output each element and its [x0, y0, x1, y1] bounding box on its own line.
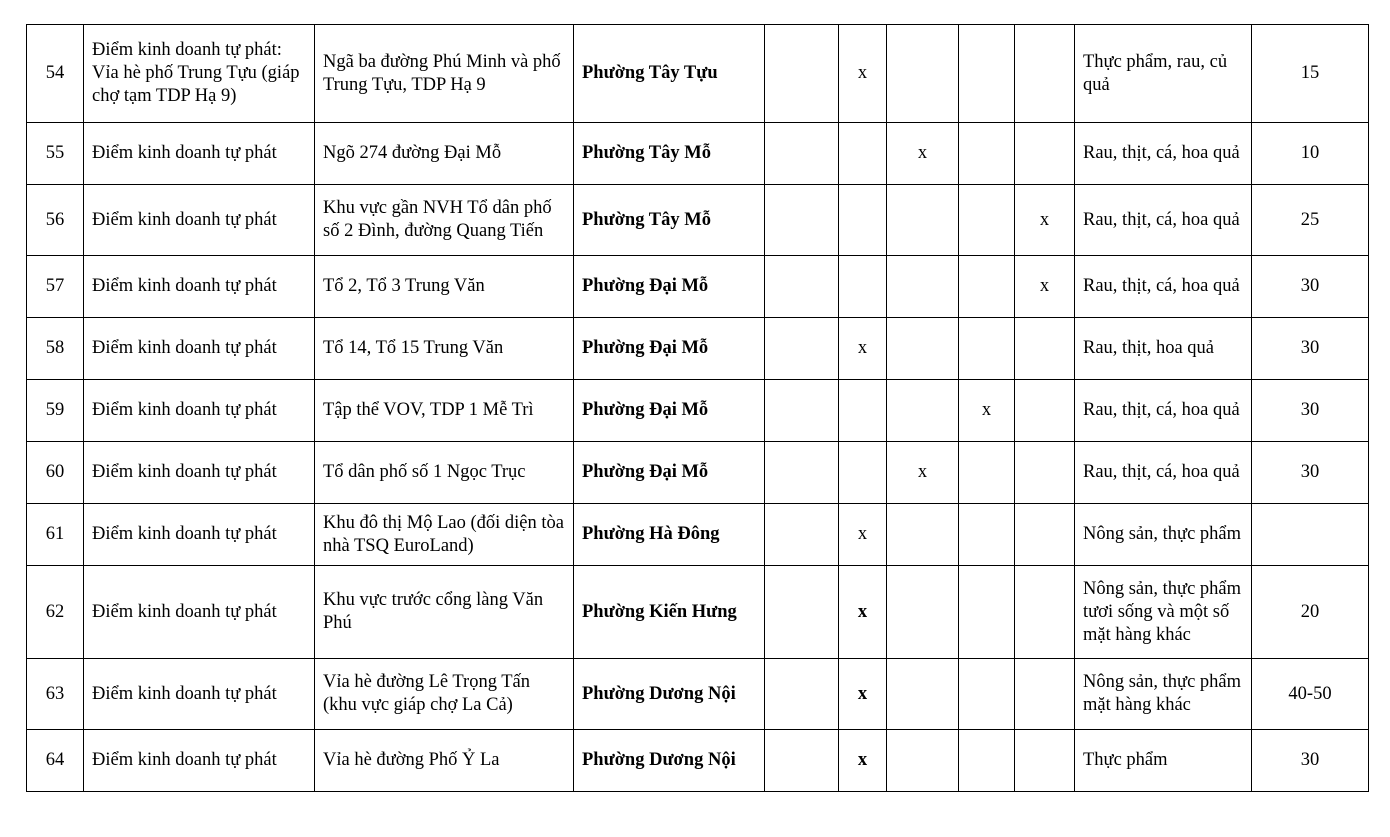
mark-cell-3 — [887, 380, 959, 442]
mark-cell-1 — [765, 659, 839, 730]
location-cell: Ngã ba đường Phú Minh và phố Trung Tựu, TDP Hạ 9 — [315, 25, 574, 123]
mark-cell-1 — [765, 730, 839, 792]
table-row — [27, 442, 1369, 504]
ward-cell: Phường Đại Mỗ — [574, 318, 765, 380]
mark-cell-4 — [959, 185, 1015, 256]
mark-cell-1 — [765, 504, 839, 566]
mark-cell-4 — [959, 730, 1015, 792]
mark-cell-2 — [839, 123, 887, 185]
ward-cell: Phường Đại Mỗ — [574, 442, 765, 504]
ward-cell: Phường Hà Đông — [574, 504, 765, 566]
mark-cell-4 — [959, 318, 1015, 380]
quantity-cell: 30 — [1252, 256, 1369, 318]
mark-cell-1 — [765, 256, 839, 318]
quantity-cell: 25 — [1252, 185, 1369, 256]
row-number-cell: 56 — [27, 185, 84, 256]
mark-cell-5 — [1015, 504, 1075, 566]
ward-cell: Phường Kiến Hưng — [574, 566, 765, 659]
mark-cell-2: x — [839, 318, 887, 380]
business-type-cell: Điểm kinh doanh tự phát — [84, 442, 315, 504]
goods-cell: Nông sản, thực phẩm — [1075, 504, 1252, 566]
table-row — [27, 123, 1369, 185]
mark-cell-1 — [765, 380, 839, 442]
mark-cell-5 — [1015, 318, 1075, 380]
mark-cell-4 — [959, 504, 1015, 566]
mark-cell-2: x — [839, 25, 887, 123]
goods-cell: Thực phẩm — [1075, 730, 1252, 792]
market-points-table — [26, 24, 1369, 792]
mark-cell-4 — [959, 566, 1015, 659]
ward-cell: Phường Dương Nội — [574, 659, 765, 730]
business-type-cell: Điểm kinh doanh tự phát: Vỉa hè phố Trung Tựu (giáp chợ tạm TDP Hạ 9) — [84, 25, 315, 123]
goods-cell: Thực phẩm, rau, củ quả — [1075, 25, 1252, 123]
business-type-cell: Điểm kinh doanh tự phát — [84, 566, 315, 659]
goods-cell: Rau, thịt, cá, hoa quả — [1075, 256, 1252, 318]
quantity-cell — [1252, 504, 1369, 566]
mark-cell-1 — [765, 442, 839, 504]
row-number-cell: 57 — [27, 256, 84, 318]
row-number-cell: 55 — [27, 123, 84, 185]
ward-cell: Phường Đại Mỗ — [574, 256, 765, 318]
table-row — [27, 659, 1369, 730]
mark-cell-4 — [959, 442, 1015, 504]
mark-cell-1 — [765, 123, 839, 185]
mark-cell-3 — [887, 504, 959, 566]
mark-cell-2: x — [839, 566, 887, 659]
location-cell: Tổ dân phố số 1 Ngọc Trục — [315, 442, 574, 504]
goods-cell: Rau, thịt, hoa quả — [1075, 318, 1252, 380]
quantity-cell: 30 — [1252, 442, 1369, 504]
business-type-cell: Điểm kinh doanh tự phát — [84, 730, 315, 792]
quantity-cell: 15 — [1252, 25, 1369, 123]
mark-cell-3 — [887, 566, 959, 659]
row-number-cell: 61 — [27, 504, 84, 566]
ward-cell: Phường Tây Mỗ — [574, 185, 765, 256]
quantity-cell: 30 — [1252, 380, 1369, 442]
mark-cell-5: x — [1015, 256, 1075, 318]
mark-cell-3: x — [887, 442, 959, 504]
business-type-cell: Điểm kinh doanh tự phát — [84, 380, 315, 442]
ward-cell: Phường Tây Tựu — [574, 25, 765, 123]
mark-cell-2: x — [839, 730, 887, 792]
row-number-cell: 54 — [27, 25, 84, 123]
mark-cell-5 — [1015, 566, 1075, 659]
mark-cell-3: x — [887, 123, 959, 185]
location-cell: Khu vực gần NVH Tổ dân phố số 2 Đình, đường Quang Tiến — [315, 185, 574, 256]
goods-cell: Nông sản, thực phẩm tươi sống và một số mặt hàng khác — [1075, 566, 1252, 659]
mark-cell-4 — [959, 123, 1015, 185]
mark-cell-4 — [959, 659, 1015, 730]
ward-cell: Phường Dương Nội — [574, 730, 765, 792]
table-row — [27, 380, 1369, 442]
mark-cell-1 — [765, 318, 839, 380]
quantity-cell: 30 — [1252, 318, 1369, 380]
mark-cell-2 — [839, 185, 887, 256]
mark-cell-3 — [887, 659, 959, 730]
location-cell: Tổ 14, Tổ 15 Trung Văn — [315, 318, 574, 380]
mark-cell-3 — [887, 185, 959, 256]
location-cell: Ngõ 274 đường Đại Mỗ — [315, 123, 574, 185]
mark-cell-5: x — [1015, 185, 1075, 256]
mark-cell-3 — [887, 730, 959, 792]
ward-cell: Phường Đại Mỗ — [574, 380, 765, 442]
mark-cell-1 — [765, 566, 839, 659]
table-row — [27, 566, 1369, 659]
location-cell: Tổ 2, Tổ 3 Trung Văn — [315, 256, 574, 318]
goods-cell: Rau, thịt, cá, hoa quả — [1075, 442, 1252, 504]
business-type-cell: Điểm kinh doanh tự phát — [84, 504, 315, 566]
row-number-cell: 60 — [27, 442, 84, 504]
mark-cell-4 — [959, 25, 1015, 123]
mark-cell-2 — [839, 380, 887, 442]
goods-cell: Nông sản, thực phẩm mặt hàng khác — [1075, 659, 1252, 730]
mark-cell-5 — [1015, 25, 1075, 123]
business-type-cell: Điểm kinh doanh tự phát — [84, 318, 315, 380]
mark-cell-3 — [887, 25, 959, 123]
mark-cell-3 — [887, 256, 959, 318]
table-body — [27, 25, 1369, 792]
mark-cell-3 — [887, 318, 959, 380]
mark-cell-4 — [959, 256, 1015, 318]
mark-cell-5 — [1015, 380, 1075, 442]
business-type-cell: Điểm kinh doanh tự phát — [84, 123, 315, 185]
mark-cell-2: x — [839, 659, 887, 730]
mark-cell-5 — [1015, 730, 1075, 792]
mark-cell-5 — [1015, 442, 1075, 504]
table-row — [27, 318, 1369, 380]
location-cell: Vỉa hè đường Lê Trọng Tấn (khu vực giáp chợ La Cả) — [315, 659, 574, 730]
table-row — [27, 504, 1369, 566]
mark-cell-2 — [839, 442, 887, 504]
business-type-cell: Điểm kinh doanh tự phát — [84, 659, 315, 730]
location-cell: Khu vực trước cổng làng Văn Phú — [315, 566, 574, 659]
quantity-cell: 10 — [1252, 123, 1369, 185]
table-row — [27, 730, 1369, 792]
mark-cell-2 — [839, 256, 887, 318]
row-number-cell: 64 — [27, 730, 84, 792]
business-type-cell: Điểm kinh doanh tự phát — [84, 185, 315, 256]
location-cell: Khu đô thị Mộ Lao (đối diện tòa nhà TSQ EuroLand) — [315, 504, 574, 566]
row-number-cell: 58 — [27, 318, 84, 380]
goods-cell: Rau, thịt, cá, hoa quả — [1075, 380, 1252, 442]
business-type-cell: Điểm kinh doanh tự phát — [84, 256, 315, 318]
table-row — [27, 185, 1369, 256]
mark-cell-2: x — [839, 504, 887, 566]
table-row — [27, 256, 1369, 318]
quantity-cell: 20 — [1252, 566, 1369, 659]
location-cell: Tập thể VOV, TDP 1 Mễ Trì — [315, 380, 574, 442]
mark-cell-4: x — [959, 380, 1015, 442]
table-row — [27, 25, 1369, 123]
goods-cell: Rau, thịt, cá, hoa quả — [1075, 123, 1252, 185]
row-number-cell: 63 — [27, 659, 84, 730]
location-cell: Vỉa hè đường Phố Ỷ La — [315, 730, 574, 792]
mark-cell-1 — [765, 25, 839, 123]
quantity-cell: 40-50 — [1252, 659, 1369, 730]
mark-cell-5 — [1015, 659, 1075, 730]
ward-cell: Phường Tây Mỗ — [574, 123, 765, 185]
row-number-cell: 59 — [27, 380, 84, 442]
row-number-cell: 62 — [27, 566, 84, 659]
goods-cell: Rau, thịt, cá, hoa quả — [1075, 185, 1252, 256]
quantity-cell: 30 — [1252, 730, 1369, 792]
mark-cell-1 — [765, 185, 839, 256]
mark-cell-5 — [1015, 123, 1075, 185]
